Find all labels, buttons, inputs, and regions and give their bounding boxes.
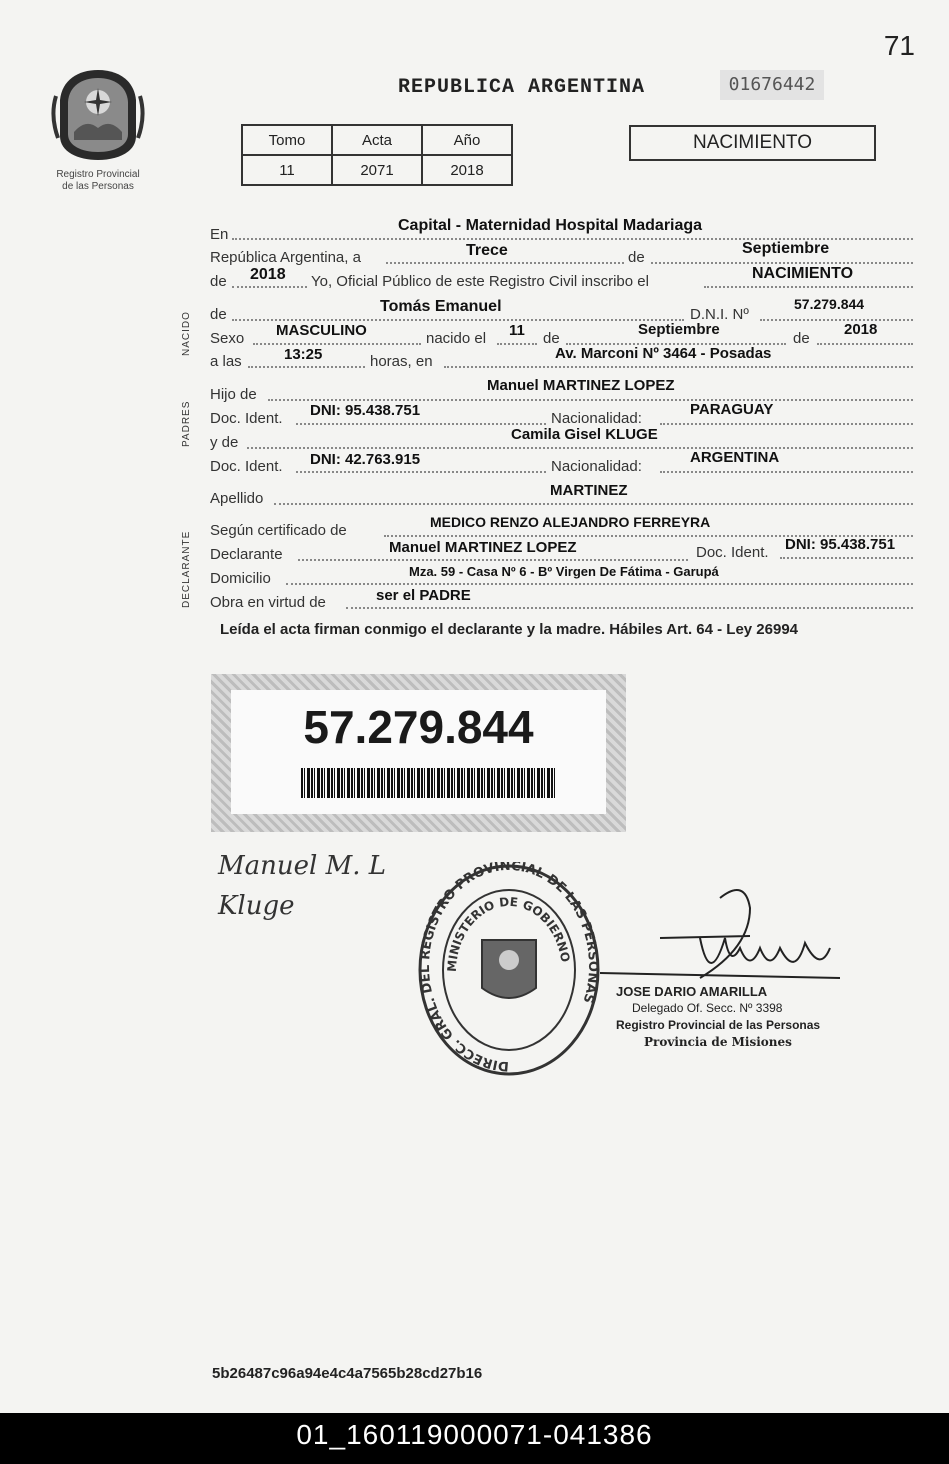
tomo-value: 11 <box>242 155 332 185</box>
label-doc-ident: Doc. Ident. <box>210 458 283 475</box>
anio-value: 2018 <box>422 155 512 185</box>
barcode <box>301 768 555 798</box>
section-label-nacido: NACIDO <box>181 311 192 356</box>
footer-code: 01_160119000071-041386 <box>296 1419 653 1450</box>
label-nacionalidad: Nacionalidad: <box>551 458 642 475</box>
handwritten-signature-mother: Kluge <box>218 891 295 921</box>
label-de: de <box>210 306 227 323</box>
section-label-declarante: DECLARANTE <box>181 530 192 608</box>
father-name-value: Manuel MARTINEZ LOPEZ <box>487 377 675 394</box>
stamp-seal-icon <box>416 862 602 1078</box>
label-domicilio: Domicilio <box>210 570 271 587</box>
handwritten-signatures <box>218 846 386 926</box>
logo-caption-line2: de las Personas <box>62 181 134 192</box>
label-de: de <box>543 330 560 347</box>
act-type-value: NACIMIENTO <box>752 265 854 282</box>
label-en: En <box>210 226 229 243</box>
label-dni: D.N.I. Nº <box>690 306 749 323</box>
section-label-padres: PADRES <box>181 400 192 447</box>
label-doc-ident: Doc. Ident. <box>696 544 769 561</box>
place-value: Capital - Maternidad Hospital Madariaga <box>398 217 703 234</box>
dni-card-number: 57.279.844 <box>303 701 534 753</box>
declarant-name-value: Manuel MARTINEZ LOPEZ <box>389 539 577 556</box>
dni-card-panel <box>231 690 606 814</box>
birth-address-value: Av. Marconi Nº 3464 - Posadas <box>555 345 772 362</box>
label-yo-oficial: Yo, Oficial Público de este Registro Civil inscribo el <box>311 273 649 290</box>
label-a-las: a las <box>210 353 242 370</box>
registry-table <box>241 124 513 186</box>
registration-day-value: Trece <box>466 242 508 259</box>
mother-doc-value: DNI: 42.763.915 <box>310 451 421 468</box>
declarant-address-value: Mza. 59 - Casa Nº 6 - Bº Virgen De Fátima - Garupá <box>409 564 719 579</box>
page-number: 71 <box>883 30 915 61</box>
birth-month-value: Septiembre <box>638 321 720 338</box>
label-obra-en-virtud: Obra en virtud de <box>210 594 326 611</box>
child-dni-value: 57.279.844 <box>794 296 865 312</box>
label-nacionalidad: Nacionalidad: <box>551 410 642 427</box>
anio-header: Año <box>422 125 512 155</box>
official-province: Provincia de Misiones <box>644 1035 792 1049</box>
footer-bar <box>0 1413 949 1464</box>
declarant-doc-value: DNI: 95.438.751 <box>785 536 896 553</box>
label-de: de <box>628 249 645 266</box>
birth-time-value: 13:25 <box>284 346 323 363</box>
label-nacido-el: nacido el <box>426 330 487 347</box>
label-de: de <box>793 330 810 347</box>
father-doc-value: DNI: 95.438.751 <box>310 402 421 419</box>
handwritten-signature-father: Manuel M. L <box>218 851 386 881</box>
dni-card <box>211 674 626 832</box>
official-signature-block <box>616 983 820 1051</box>
label-declarante: Declarante <box>210 546 283 563</box>
label-doc-ident: Doc. Ident. <box>210 410 283 427</box>
registration-year-value: 2018 <box>250 266 286 283</box>
document-hash: 5b26487c96a94e4c4a7565b28cd27b16 <box>212 1365 483 1382</box>
signature-note: Leída el acta firman conmigo el declarante y la madre. Hábiles Art. 64 - Ley 26994 <box>220 621 799 638</box>
document-title: REPUBLICA ARGENTINA <box>398 76 646 99</box>
label-apellido: Apellido <box>210 490 264 507</box>
stamp-inner-text: MINISTERIO DE GOBIERNO <box>444 894 573 973</box>
registry-logo <box>48 66 148 193</box>
surname-value: MARTINEZ <box>550 482 628 499</box>
label-republica: República Argentina, a <box>210 249 361 266</box>
child-name-value: Tomás Emanuel <box>380 298 502 315</box>
tomo-header: Tomo <box>242 125 332 155</box>
official-stamp <box>416 862 602 1078</box>
acta-value: 2071 <box>332 155 422 185</box>
misiones-seal-icon <box>48 66 148 164</box>
label-sexo: Sexo <box>210 330 245 347</box>
label-hijo-de: Hijo de <box>210 386 257 403</box>
birth-year-value: 2018 <box>844 321 878 338</box>
acts-as-value: ser el PADRE <box>376 587 471 604</box>
mother-name-value: Camila Gisel KLUGE <box>511 426 658 443</box>
logo-caption-line1: Registro Provincial <box>56 169 140 180</box>
label-de: de <box>210 273 227 290</box>
official-name: JOSE DARIO AMARILLA <box>616 984 768 999</box>
record-type-box: NACIMIENTO <box>629 125 876 161</box>
label-horas-en: horas, en <box>370 353 433 370</box>
official-title: Delegado Of. Secc. Nº 3398 <box>632 1001 783 1015</box>
official-signature-icon <box>600 878 850 988</box>
sex-value: MASCULINO <box>276 322 367 339</box>
mother-nationality-value: ARGENTINA <box>690 449 780 466</box>
acta-header: Acta <box>332 125 422 155</box>
registration-month-value: Septiembre <box>742 240 830 257</box>
father-nationality-value: PARAGUAY <box>690 401 774 418</box>
serial-number: 01676442 <box>720 70 824 100</box>
birth-day-value: 11 <box>509 322 525 339</box>
label-y-de: y de <box>210 434 239 451</box>
stamp-outer-text: DIRECC. GRAL. DEL REGISTRO PROVINCIAL DE LAS PERSONAS <box>417 862 601 1074</box>
certificate-value: MEDICO RENZO ALEJANDRO FERREYRA <box>430 514 711 530</box>
label-segun-certificado: Según certificado de <box>210 522 347 539</box>
official-org: Registro Provincial de las Personas <box>616 1018 821 1032</box>
